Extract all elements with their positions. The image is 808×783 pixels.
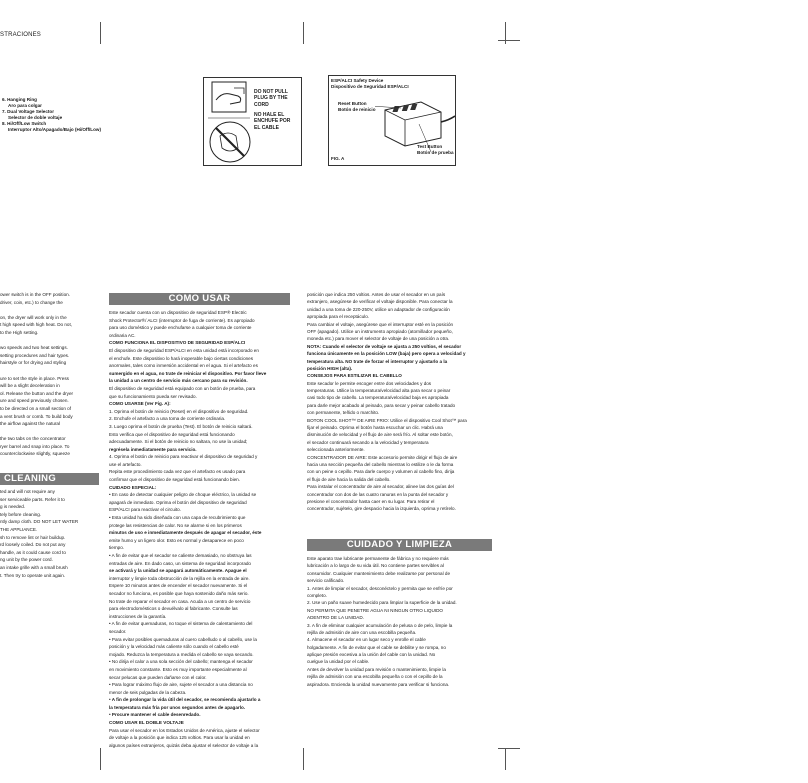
- hand-pulling-plug-illustration: [204, 78, 254, 165]
- text-line: 1. Antes de limpiar el secador, desconéctelo y permita que se enfríe por: [307, 585, 453, 591]
- text-line: menor de seis pulgadas de la cabeza.: [109, 689, 187, 695]
- text-line: 1. Oprima el botón de reinicio (Reset) en el dispositivo de seguridad.: [109, 408, 249, 414]
- text-line: secador no funciona, es posible que haya sostenido daño más serio.: [109, 590, 249, 596]
- text-line: disminución de velocidad y el flujo de aire será frío. Al soltar este botón,: [307, 432, 453, 438]
- text-line: se activará y la unidad se apagará automáticamente. Apague el: [109, 568, 247, 574]
- text-line: ESP/ALCI para reactivar el circuito.: [109, 507, 181, 513]
- text-line: ser serviceable parts. Refer it to: [0, 496, 65, 502]
- cuidado-limpieza-body: [307, 555, 503, 688]
- text-line: COMO USAR EL DOBLE VOLTAJE: [109, 720, 184, 726]
- text-line: unidad a una toma de 220-250V, utilice un adaptador de configuración: [307, 306, 450, 312]
- text-line: sh to remove lint or hair buildup.: [0, 534, 66, 540]
- text-line: the airflow against the natural: [0, 421, 61, 427]
- text-line: COMO USARSE (Ver Fig. A):: [109, 401, 171, 407]
- text-line: consumidor. Cualquier mantenimiento debe realizarse por personal de: [307, 570, 450, 576]
- text-line: aplique presión excesiva a la unión del cable con la unidad. No: [307, 652, 436, 658]
- crop-mark: [505, 748, 506, 770]
- text-line: sumergido en el agua, no trate de reiniciar el dispositivo. Por favor lleve: [109, 370, 267, 376]
- text-line: de voltaje a la posición que indica 125 voltios. Para usar la unidad en: [109, 735, 250, 741]
- text-line: anormales, tales como inmersión accidental en el agua. Si el artefacto es: [109, 363, 258, 369]
- text-line: • Esta unidad ha sido diseñada con una capa de recubrimiento que: [109, 515, 246, 521]
- text-line: counterclockwise slightly, squeeze: [0, 451, 70, 457]
- text-line: presione el concentrador hasta caer en su lugar. Para retirar el: [307, 498, 435, 504]
- cord-warning-en: DO NOT PULL PLUG BY THE CORD: [254, 89, 288, 108]
- text-line: handle, as it could cause cord to: [0, 549, 66, 555]
- cord-warning-es: NO HALE EL ENCHUFE POR EL CABLE: [254, 112, 291, 131]
- text-line: completo.: [307, 592, 327, 598]
- text-line: holgadamente. A fin de evitar que el cable se debilite y se rompa, no: [307, 644, 446, 650]
- text-line: apagará de inmediato. Oprima el botón del dispositivo de seguridad: [109, 499, 247, 505]
- text-line: 4. Oprima el botón de reinicio para reactivar el dispositivo de seguridad y: [109, 454, 258, 460]
- text-line: [0, 428, 100, 436]
- text-line: 2. Use un paño suave humedecido para limpiar la superficie de la unidad.: [307, 600, 457, 606]
- text-line: el enchufe. Este dispositivo lo hará inoperable bajo ciertas condiciones: [109, 355, 254, 361]
- text-line: temperaturas. Utilice la temperatura/velocidad alta para secar o peinar: [307, 388, 451, 394]
- text-line: tely before cleaning.: [0, 511, 42, 517]
- text-line: El dispositivo de seguridad ESP/ALCI en esta unidad está incorporado en: [109, 347, 259, 353]
- left-column-top-text: [0, 291, 100, 458]
- alci-device-figure: [328, 75, 456, 166]
- reset-button-label-en: Reset Button: [338, 101, 367, 106]
- text-line: [0, 337, 100, 345]
- text-line: posición y la velocidad más caliente sólo cuando el cabello esté: [109, 644, 239, 650]
- text-line: interruptor y limpie toda obstrucción de la rejilla en la entrada de aire.: [109, 575, 250, 581]
- text-line: hacia una sección pequeña del cabello mientras lo estilize o le da forma: [307, 461, 454, 467]
- cord-warning-figure: [203, 77, 302, 166]
- text-line: ng unit by the power cord.: [0, 557, 53, 563]
- text-line: lubricación a lo largo de su vida útil. No contiene partes servibles al: [307, 563, 444, 569]
- text-line: Antes de devolver la unidad para revisión o mantenimiento, limpie la: [307, 666, 446, 672]
- text-line: on, the dryer will work only in the: [0, 314, 67, 320]
- text-line: casi todo tipo de cabello. La temperatura/velocidad baja es apropiada: [307, 395, 449, 401]
- alci-title-es: Dispositivo de Seguridad ESP/ALCI: [331, 84, 409, 89]
- text-line: concentrador, sujételo, gire despacio hacia la izquierda, oprima y retírelo.: [307, 506, 456, 512]
- text-line: CUIDADO ESPECIAL:: [109, 484, 157, 490]
- text-line: protege las resistencias de calor. No se alarme si en los primeros: [109, 522, 242, 528]
- text-line: t high speed with high heat. Do not,: [0, 322, 73, 328]
- text-line: posición HIGH (alta).: [307, 365, 353, 371]
- text-line: minutos de uso e inmediatamente después de apagar el secador, éste: [109, 530, 262, 536]
- text-line: El dispositivo de seguridad está equipado con un botón de prueba, para: [109, 385, 256, 391]
- text-line: concentrador con dos de las cuatro ranuras en la punta del secador y: [307, 491, 449, 497]
- text-line: rejilla de admisión de aire con una escobilla pequeña.: [307, 629, 417, 635]
- text-line: BOTON COOL SHOT™ DE AIRE FRIO: Utilice el dispositivo Cool Shot™ para: [307, 417, 467, 423]
- crop-mark: [303, 22, 304, 44]
- como-usar-body: [109, 309, 301, 749]
- part-8: 8. Hi/Off/Low Switch Interruptor Alto/Apagado/Bajo (Hi/Off/Low): [2, 121, 101, 132]
- text-line: cuelgue la unidad por el cable.: [307, 659, 370, 665]
- text-line: con un peine o cepillo. Para darle cuerpo y volumen al cabello fino, dirija: [307, 469, 455, 475]
- text-line: a vent brush or comb. To build body: [0, 413, 73, 419]
- text-line: Para usar el secador en los Estados Unidos de América, ajuste el selector: [109, 727, 260, 733]
- text-line: g is needed.: [0, 504, 26, 510]
- text-line: la temperatura más fría por unos segundos antes de apagarlo.: [109, 704, 246, 710]
- text-line: seleccionada anteriormente.: [307, 447, 365, 453]
- text-line: emite humo y un ligero olor. Esto es normal y desaparece en poco: [109, 537, 244, 543]
- text-line: wo speeds and two heat settings.: [0, 345, 68, 351]
- text-line: que su funcionamiento pueda ser revisado.: [109, 393, 197, 399]
- text-line: hairstyle or for drying and styling: [0, 360, 67, 366]
- crop-mark: [100, 22, 101, 44]
- text-line: entradas de aire. En dado caso, un sistema de seguridad incorporado: [109, 560, 251, 566]
- text-line: ryer barrel and snap into place. To: [0, 443, 70, 449]
- text-line: servicio calificado.: [307, 578, 345, 584]
- text-line: algunos países extranjeros, quizás deba ajustar el selector de voltaje a la: [109, 742, 259, 748]
- text-line: No trate de reparar el secador en casa. Acuda a un centro de servicio: [109, 598, 251, 604]
- text-line: temperatura alta. NO trate de forzar el interruptor y ajustarlo a la: [307, 358, 448, 364]
- text-line: Este secador cuenta con un dispositivo de seguridad ESP® Electric: [109, 310, 247, 315]
- text-line: 3. Luego oprima el botón de prueba (Test). El botón de reinicio saltará.: [109, 423, 253, 429]
- text-line: • Procure mantener el cable desenredado.: [109, 712, 201, 718]
- text-line: • A fin de evitar quemaduras, no toque el sistema de calentamiento del: [109, 621, 253, 627]
- text-line: [0, 367, 100, 375]
- text-line: para uso doméstico y puede enchufarse a cualquier toma de corriente: [109, 325, 252, 331]
- text-line: funciona únicamente en la posición LOW (baja) pero opera a velocidad y: [307, 351, 466, 357]
- text-line: use el artefacto.: [109, 461, 142, 467]
- text-line: con permanente, teñido o marchito.: [307, 410, 380, 416]
- text-line: rd loosely coiled. Do not put any: [0, 542, 66, 548]
- text-line: extranjero, asegúrese de verificar el voltaje disponible. Para conectar la: [307, 299, 453, 305]
- part-7: 7. Dual Voltage Selector Selector de doble voltaje: [2, 109, 63, 120]
- text-line: OFF (apagado). Utilice un instrumento apropiado (atornillador pequeño,: [307, 328, 453, 334]
- text-line: • En caso de detectar cualquier peligro de choque eléctrico, la unidad se: [109, 492, 257, 498]
- left-column-bottom-text: [0, 488, 100, 579]
- text-line: • No dirija el calor a una sola sección del cabello; mantenga el secador: [109, 659, 253, 665]
- crop-mark: [498, 748, 520, 749]
- text-line: regrésela inmediatamente para servicio.: [109, 446, 197, 452]
- text-line: will be a slight deceleration in: [0, 383, 60, 389]
- alci-plug-illustration: [375, 94, 455, 154]
- text-line: THE APPLIANCE.: [0, 526, 38, 532]
- figure-label: FIG. A: [331, 156, 345, 161]
- crop-mark: [303, 748, 304, 770]
- text-line: Shock Protector®/ ALCI (interruptor de fuga de corriente). Es apropiado: [109, 317, 255, 323]
- text-line: instrucciones de la garantía.: [109, 613, 167, 619]
- text-line: an intake grille with a small brush: [0, 564, 68, 570]
- cleaning-title: CLEANING: [0, 473, 99, 485]
- text-line: apropiada para el receptáculo.: [307, 314, 370, 320]
- text-line: ower switch is in the OFF position.: [0, 292, 70, 297]
- text-line: setting procedures and hair types.: [0, 352, 70, 358]
- part-6: 6. Hanging Ring Aro para colgar: [2, 97, 42, 108]
- text-line: la unidad a un centro de servicio más cercano para su revisión.: [109, 378, 248, 384]
- text-line: ure to set the style in place. Press: [0, 375, 69, 381]
- text-line: CONSEJOS PARA ESTILIZAR EL CABELLO: [307, 373, 402, 379]
- como-usar-title: COMO USAR: [109, 293, 290, 305]
- text-line: Repita este procedimiento cada vez que el artefacto es usado para: [109, 469, 246, 475]
- text-line: ADENTRO DE LA UNIDAD.: [307, 615, 364, 621]
- text-line: CONCENTRADOR DE AIRE: Este accesorio permite dirigir el flujo de aire: [307, 454, 458, 460]
- text-line: [0, 306, 100, 314]
- text-line: ordinaria AC.: [109, 332, 136, 338]
- test-button-label-es: Botón de prueba: [417, 150, 454, 155]
- text-line: para darle mejor acabado al peinado, para secar y peinar cabello tratado: [307, 402, 456, 408]
- text-line: secador.: [109, 628, 127, 634]
- test-button-label-en: Test Button: [417, 144, 443, 149]
- text-line: ted and will not require any: [0, 489, 55, 494]
- text-line: to the High setting.: [0, 329, 39, 335]
- text-line: 2. Enchufe el artefacto a una toma de corriente ordinaria.: [109, 416, 226, 422]
- parts-list: [2, 97, 101, 133]
- text-line: Para cambiar el voltaje, asegúrese que el interruptor esté en la posición: [307, 321, 454, 327]
- text-line: NO PERMITA QUE PENETRE AGUA NI NINGUN OTRO LIQUIDO: [307, 607, 443, 613]
- text-line: mojado. Reduzca la temperatura a medida el cabello se vaya secando.: [109, 651, 254, 657]
- alci-title-en: ESP/ALCI Safety Device: [331, 78, 384, 83]
- text-line: • Para evitar posibles quemaduras al cuero cabelludo o al cabello, use la: [109, 636, 257, 642]
- text-line: Para instalar el concentrador de aire al secador, alinee las dos guías del: [307, 484, 454, 490]
- crop-mark: [498, 40, 520, 41]
- text-line: en movimiento constante. Esto es muy importante especialmente al: [109, 666, 247, 672]
- cuidado-limpieza-title: CUIDADO Y LIMPIEZA: [307, 539, 492, 551]
- text-line: el flujo de aire hacia la salida del cabello.: [307, 476, 391, 482]
- text-line: Este secador le permite escoger entre dos velocidades y dos: [307, 380, 432, 386]
- text-line: Espere 10 minutos antes de encender el secador nuevamente. Si el: [109, 583, 248, 589]
- text-line: the two tabs on the concentrator: [0, 436, 66, 442]
- text-line: • A fin de prolongar la vida útil del secador, se recomienda ajustarlo a: [109, 697, 261, 703]
- text-line: 3. A fin de eliminar cualquier acumulación de pelusa o de pelo, limpie la: [307, 622, 453, 628]
- text-line: Esto verifica que el dispositivo de seguridad está funcionando: [109, 431, 235, 437]
- text-line: rejilla de admisión con una escobilla pequeña o con el cepillo de la: [307, 674, 443, 680]
- text-line: ure and speed previously chosen.: [0, 398, 69, 404]
- reset-button-label-es: Botón de reinicio: [338, 107, 376, 112]
- text-line: el secador continuará secando a la velocidad y temperatura: [307, 439, 429, 445]
- text-line: • Para lograr máximo flujo de aire, sujete el secador a una distancia no: [109, 682, 253, 688]
- text-line: adecuadamente. Si el botón de reinicio no saltara, no use la unidad;: [109, 439, 248, 445]
- text-line: Este aparato trae lubricante permanente de fábrica y no requiere más: [307, 556, 449, 561]
- text-line: COMO FUNCIONA EL DISPOSITIVO DE SEGURIDAD ESP/ALCI: [109, 340, 246, 346]
- text-line: to be directed on a small section of: [0, 405, 71, 411]
- text-line: 4. Almacene el secador en un lugar seco y enrolle el cable: [307, 637, 426, 643]
- left-header-title: STRACIONES: [0, 32, 42, 38]
- text-line: ntly damp cloth. DO NOT LET WATER: [0, 519, 79, 525]
- text-line: posición que indica 250 voltios. Antes de usar el secador en un país: [307, 292, 446, 297]
- text-line: secar pelucas que pueden dañarse con el calor.: [109, 674, 207, 680]
- text-line: fijar el peinado. Oprima el botón hasta escuchar un clic. Habrá una: [307, 425, 443, 431]
- text-line: tiempo.: [109, 545, 125, 551]
- text-line: confirmar que el dispositivo de seguridad está funcionando bien.: [109, 477, 241, 483]
- text-line: • A fin de evitar que el secador se caliente demasiado, no obstruya las: [109, 553, 252, 558]
- text-line: aspiradora. Encienda la unidad nuevamente para verificar si funciona.: [307, 681, 450, 687]
- text-line: ol. Release the button and the dryer: [0, 390, 74, 396]
- dual-voltage-and-styling-text: [307, 291, 503, 513]
- crop-mark: [100, 748, 101, 770]
- text-line: para electrodomésticos o devuélvalo al fabricante. Consulte las: [109, 606, 238, 612]
- text-line: t. Then try to operate unit again.: [0, 572, 66, 578]
- text-line: driver, coin, etc.) to change the: [0, 299, 63, 305]
- text-line: moneda etc.) para mover el selector de voltaje de una posición a otra.: [307, 336, 450, 342]
- text-line: NOTA: Cuando el selector de voltaje se ajusta a 250 voltios, el secador: [307, 343, 462, 349]
